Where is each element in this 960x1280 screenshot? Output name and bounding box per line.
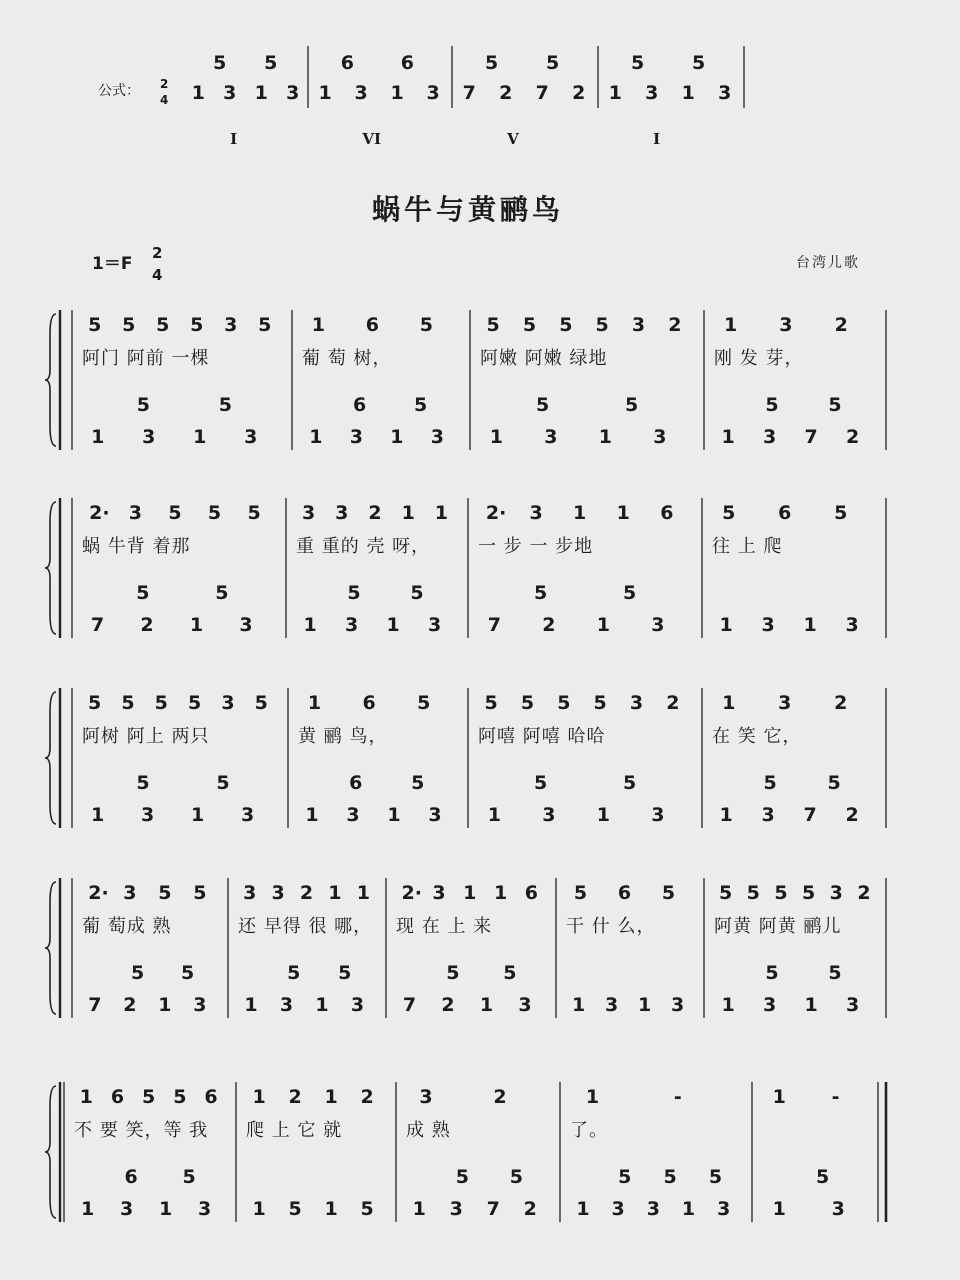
- accompaniment-lower-note: 2: [542, 614, 556, 636]
- accompaniment-lower-note: 1: [804, 994, 818, 1016]
- accompaniment-lower-note: 1: [324, 1198, 338, 1220]
- accompaniment-lower-note: 1: [721, 426, 735, 448]
- accompaniment-lower-note: 3: [845, 994, 860, 1016]
- formula-upper-note: 5: [545, 52, 560, 74]
- accompaniment-upper-note: 5: [625, 394, 639, 416]
- melody-note: 5: [484, 692, 498, 714]
- accompaniment-upper-note: 5: [534, 582, 548, 604]
- accompaniment-upper-note: 5: [181, 962, 195, 984]
- melody-note: 3: [419, 1086, 433, 1108]
- formula-lower-note: 1: [390, 82, 404, 104]
- melody-note: 5: [801, 882, 816, 904]
- melody-note: 3: [301, 502, 316, 524]
- formula-lower-note: 7: [535, 82, 549, 104]
- melody-note: 1: [722, 692, 736, 714]
- accompaniment-upper-note: 5: [182, 1166, 196, 1188]
- lyric-line: 了。: [570, 1120, 608, 1141]
- melody-note: 5: [593, 692, 607, 714]
- melody-note: 5: [88, 692, 102, 714]
- melody-note: 1: [616, 502, 630, 524]
- accompaniment-lower-note: 3: [193, 994, 207, 1016]
- accompaniment-lower-note: 1: [412, 1198, 426, 1220]
- accompaniment-lower-note: 3: [604, 994, 619, 1016]
- melody-note: 5: [156, 314, 170, 336]
- accompaniment-lower-note: 3: [141, 804, 155, 826]
- melody-note: 1: [585, 1086, 600, 1108]
- formula-lower-note: 3: [286, 82, 300, 104]
- accompaniment-lower-note: 3: [350, 994, 365, 1016]
- accompaniment-lower-note: 1: [596, 614, 611, 636]
- accompaniment-lower-note: 7: [88, 994, 102, 1016]
- melody-note: 1: [311, 314, 325, 336]
- melody-note: 3: [123, 882, 137, 904]
- accompaniment-lower-note: 1: [596, 804, 611, 826]
- lyric-line: 蜗 牛背 着那: [82, 536, 191, 557]
- accompaniment-upper-note: 5: [828, 962, 842, 984]
- melody-note: -: [673, 1086, 682, 1108]
- accompaniment-lower-note: 1: [576, 1198, 590, 1220]
- melody-note: 3: [629, 692, 644, 714]
- accompaniment-lower-note: 3: [120, 1198, 134, 1220]
- system-brace: [45, 692, 56, 824]
- accompaniment-upper-note: 5: [455, 1166, 469, 1188]
- accompaniment-lower-note: 3: [427, 614, 442, 636]
- melody-note: 5: [486, 314, 500, 336]
- time-signature-bottom: 4: [152, 266, 163, 284]
- accompaniment-upper-note: 5: [216, 772, 230, 794]
- accompaniment-upper-note: 5: [828, 394, 842, 416]
- accompaniment-lower-note: 7: [487, 614, 502, 636]
- song-title: 蜗牛与黄鹂鸟: [372, 193, 565, 226]
- accompaniment-upper-note: 5: [618, 1166, 632, 1188]
- accompaniment-lower-note: 1: [91, 804, 105, 826]
- melody-note: 5: [154, 692, 168, 714]
- lyric-line: 阿嫩 阿嫩 绿地: [480, 348, 608, 369]
- melody-note: 2: [288, 1086, 302, 1108]
- accompaniment-upper-note: 5: [534, 772, 548, 794]
- formula-upper-note: 6: [400, 52, 415, 74]
- accompaniment-upper-note: 5: [536, 394, 550, 416]
- accompaniment-lower-note: 3: [761, 614, 775, 636]
- melody-note: 6: [617, 882, 632, 904]
- melody-note: 6: [365, 314, 379, 336]
- accompaniment-lower-note: 3: [717, 1198, 731, 1220]
- lyric-line: 刚 发 芽，: [714, 348, 804, 369]
- accompaniment-lower-note: 3: [544, 426, 558, 448]
- system-brace: [45, 502, 56, 634]
- formula-lower-note: 3: [426, 82, 440, 104]
- melody-note: 3: [128, 502, 142, 524]
- accompaniment-lower-note: 2: [523, 1198, 537, 1220]
- system-brace: [45, 314, 56, 446]
- formula-upper-note: 6: [340, 52, 355, 74]
- formula-time-bottom: 4: [160, 93, 169, 107]
- melody-note: 3: [529, 502, 543, 524]
- melody-note: 2·: [401, 882, 422, 904]
- melody-note: 5: [254, 692, 268, 714]
- lyric-line: 葡 萄 树，: [302, 348, 392, 369]
- accompaniment-upper-note: 5: [410, 582, 424, 604]
- accompaniment-lower-note: 3: [344, 614, 359, 636]
- melody-note: 2·: [89, 502, 110, 524]
- melody-note: 1: [328, 882, 342, 904]
- accompaniment-lower-note: 5: [288, 1198, 302, 1220]
- accompaniment-upper-note: 6: [349, 772, 363, 794]
- accompaniment-lower-note: 3: [670, 994, 685, 1016]
- melody-note: 2: [666, 692, 680, 714]
- accompaniment-lower-note: 3: [653, 426, 667, 448]
- accompaniment-lower-note: 1: [598, 426, 613, 448]
- accompaniment-lower-note: 3: [198, 1198, 212, 1220]
- melody-note: 2: [857, 882, 871, 904]
- accompaniment-upper-note: 5: [411, 772, 425, 794]
- accompaniment-upper-note: 6: [124, 1166, 138, 1188]
- melody-note: 1: [324, 1086, 338, 1108]
- melody-note: 3: [221, 692, 235, 714]
- melody-note: 5: [557, 692, 571, 714]
- accompaniment-lower-note: 2: [123, 994, 137, 1016]
- accompaniment-lower-note: 7: [486, 1198, 500, 1220]
- formula-upper-note: 5: [264, 52, 278, 74]
- accompaniment-lower-note: 3: [449, 1198, 463, 1220]
- accompaniment-upper-note: 5: [509, 1166, 523, 1188]
- accompaniment-lower-note: 1: [193, 426, 207, 448]
- melody-note: 2: [668, 314, 682, 336]
- accompaniment-lower-note: 2: [441, 994, 455, 1016]
- accompaniment-upper-note: 6: [352, 394, 367, 416]
- lyric-line: 阿门 阿前 一棵: [82, 348, 210, 369]
- formula-upper-note: 5: [630, 52, 645, 74]
- melody-note: 3: [829, 882, 843, 904]
- melody-note: 5: [258, 314, 272, 336]
- accompaniment-lower-note: 3: [430, 426, 445, 448]
- accompaniment-lower-note: 3: [831, 1198, 845, 1220]
- accompaniment-lower-note: 1: [315, 994, 329, 1016]
- melody-note: 5: [661, 882, 676, 904]
- melody-note: 5: [168, 502, 182, 524]
- accompaniment-lower-note: 7: [402, 994, 417, 1016]
- melody-note: 2: [493, 1086, 507, 1108]
- accompaniment-lower-note: 3: [651, 614, 665, 636]
- accompaniment-lower-note: 7: [90, 614, 105, 636]
- melody-note: 6: [110, 1086, 125, 1108]
- accompaniment-upper-note: 5: [765, 394, 779, 416]
- accompaniment-lower-note: 3: [762, 426, 777, 448]
- formula-lower-note: 2: [572, 82, 586, 104]
- lyric-line: 黄 鹂 鸟，: [298, 726, 388, 747]
- accompaniment-lower-note: 3: [142, 426, 156, 448]
- accompaniment-upper-note: 5: [338, 962, 352, 984]
- accompaniment-lower-note: 1: [81, 1198, 95, 1220]
- accompaniment-lower-note: 1: [91, 426, 105, 448]
- formula-lower-note: 2: [499, 82, 513, 104]
- accompaniment-upper-note: 5: [131, 962, 145, 984]
- accompaniment-lower-note: 1: [719, 804, 733, 826]
- formula-lower-note: 3: [354, 82, 368, 104]
- lyric-line: 在 笑 它，: [712, 726, 802, 747]
- accompaniment-lower-note: 1: [387, 804, 401, 826]
- melody-note: 5: [774, 882, 788, 904]
- melody-note: 2: [834, 314, 848, 336]
- accompaniment-lower-note: 1: [487, 804, 502, 826]
- lyric-line: 不 要 笑，等 我: [74, 1120, 209, 1141]
- chord-numeral: VI: [362, 130, 382, 148]
- melody-note: 2: [834, 692, 848, 714]
- chord-numeral: V: [507, 130, 519, 148]
- melody-note: 3: [778, 692, 792, 714]
- melody-note: 1: [463, 882, 477, 904]
- lyric-line: 重 重的 壳 呀，: [296, 536, 431, 557]
- melody-note: 5: [522, 314, 537, 336]
- melody-note: 2: [299, 882, 314, 904]
- accompaniment-lower-note: 1: [772, 1198, 786, 1220]
- lyric-line: 阿黄 阿黄 鹂儿: [714, 916, 842, 937]
- accompaniment-upper-note: 5: [218, 394, 232, 416]
- melody-note: 1: [307, 692, 322, 714]
- accompaniment-upper-note: 5: [136, 394, 150, 416]
- accompaniment-lower-note: 1: [158, 994, 172, 1016]
- melody-note: 6: [204, 1086, 218, 1108]
- accompaniment-lower-note: 3: [244, 426, 258, 448]
- melody-note: 3: [224, 314, 238, 336]
- melody-note: 5: [173, 1086, 187, 1108]
- accompaniment-lower-note: 1: [159, 1198, 173, 1220]
- melody-note: 5: [193, 882, 207, 904]
- melody-note: 5: [190, 314, 204, 336]
- melody-note: 5: [520, 692, 535, 714]
- melody-note: 2·: [88, 882, 109, 904]
- accompaniment-upper-note: 5: [623, 772, 637, 794]
- melody-note: 5: [718, 882, 733, 904]
- melody-note: 6: [778, 502, 792, 524]
- formula-upper-note: 5: [691, 52, 706, 74]
- song-source: 台湾儿歌: [796, 255, 860, 271]
- accompaniment-lower-note: 3: [428, 804, 442, 826]
- formula-lower-note: 1: [191, 82, 205, 104]
- lyric-line: 成 熟: [406, 1120, 451, 1141]
- accompaniment-upper-note: 5: [765, 962, 779, 984]
- key-signature: 1＝F: [92, 254, 133, 274]
- melody-note: -: [831, 1086, 840, 1108]
- accompaniment-lower-note: 3: [611, 1198, 625, 1220]
- melody-note: 6: [660, 502, 674, 524]
- melody-note: 5: [573, 882, 588, 904]
- accompaniment-lower-note: 1: [189, 614, 204, 636]
- accompaniment-upper-note: 5: [413, 394, 428, 416]
- chord-numeral: I: [230, 130, 238, 148]
- accompaniment-lower-note: 7: [803, 804, 817, 826]
- lyric-line: 一 步 一 步地: [478, 536, 594, 557]
- accompaniment-lower-note: 1: [681, 1198, 696, 1220]
- formula-lower-note: 3: [645, 82, 659, 104]
- accompaniment-upper-note: 5: [347, 582, 361, 604]
- melody-note: 5: [834, 502, 848, 524]
- melody-note: 5: [417, 692, 431, 714]
- accompaniment-upper-note: 5: [708, 1166, 723, 1188]
- accompaniment-lower-note: 2: [845, 804, 859, 826]
- accompaniment-lower-note: 1: [309, 426, 323, 448]
- lyric-line: 阿树 阿上 两只: [82, 726, 210, 747]
- accompaniment-lower-note: 3: [349, 426, 364, 448]
- accompaniment-lower-note: 2: [845, 426, 860, 448]
- accompaniment-lower-note: 3: [518, 994, 532, 1016]
- accompaniment-lower-note: 3: [239, 614, 253, 636]
- lyric-line: 爬 上 它 就: [246, 1120, 343, 1141]
- accompaniment-lower-note: 1: [252, 1198, 266, 1220]
- melody-note: 1: [252, 1086, 266, 1108]
- melody-note: 1: [573, 502, 587, 524]
- accompaniment-lower-note: 3: [241, 804, 255, 826]
- formula-upper-note: 5: [213, 52, 227, 74]
- accompaniment-lower-note: 1: [305, 804, 319, 826]
- melody-note: 1: [401, 502, 415, 524]
- melody-note: 1: [493, 882, 508, 904]
- melody-note: 1: [79, 1086, 93, 1108]
- accompaniment-lower-note: 3: [542, 804, 556, 826]
- accompaniment-lower-note: 3: [845, 614, 859, 636]
- melody-note: 1: [434, 502, 448, 524]
- accompaniment-lower-note: 1: [479, 994, 494, 1016]
- melody-note: 6: [362, 692, 376, 714]
- melody-note: 5: [158, 882, 172, 904]
- accompaniment-lower-note: 3: [346, 804, 360, 826]
- accompaniment-upper-note: 5: [503, 962, 517, 984]
- accompaniment-upper-note: 5: [446, 962, 460, 984]
- accompaniment-lower-note: 3: [279, 994, 294, 1016]
- melody-note: 5: [88, 314, 102, 336]
- accompaniment-lower-note: 2: [140, 614, 154, 636]
- melody-note: 2: [368, 502, 382, 524]
- lyric-line: 葡 萄成 熟: [82, 916, 172, 937]
- melody-note: 1: [772, 1086, 786, 1108]
- melody-note: 5: [142, 1086, 156, 1108]
- accompaniment-lower-note: 1: [637, 994, 652, 1016]
- lyric-line: 现 在 上 来: [396, 916, 493, 937]
- formula-lower-note: 3: [223, 82, 237, 104]
- melody-note: 5: [247, 502, 261, 524]
- accompaniment-upper-note: 5: [287, 962, 301, 984]
- accompaniment-upper-note: 5: [623, 582, 637, 604]
- system-brace: [45, 882, 56, 1014]
- melody-note: 5: [121, 692, 135, 714]
- melody-note: 3: [335, 502, 349, 524]
- chord-numeral: I: [653, 130, 661, 148]
- accompaniment-upper-note: 5: [763, 772, 777, 794]
- accompaniment-lower-note: 1: [303, 614, 317, 636]
- melody-note: 2: [360, 1086, 374, 1108]
- accompaniment-lower-note: 5: [360, 1198, 374, 1220]
- accompaniment-lower-note: 1: [244, 994, 258, 1016]
- accompaniment-lower-note: 1: [803, 614, 817, 636]
- melody-note: 5: [122, 314, 136, 336]
- melody-note: 5: [419, 314, 433, 336]
- accompaniment-lower-note: 3: [646, 1198, 660, 1220]
- melody-note: 1: [723, 314, 738, 336]
- formula-lower-note: 1: [254, 82, 268, 104]
- accompaniment-lower-note: 1: [489, 426, 504, 448]
- formula-lower-note: 1: [318, 82, 332, 104]
- accompaniment-lower-note: 3: [762, 994, 777, 1016]
- melody-note: 1: [356, 882, 370, 904]
- accompaniment-upper-note: 5: [215, 582, 229, 604]
- melody-note: 5: [207, 502, 222, 524]
- lyric-line: 阿嘻 阿嘻 哈哈: [478, 726, 606, 747]
- melody-note: 3: [432, 882, 446, 904]
- accompaniment-lower-note: 3: [651, 804, 665, 826]
- accompaniment-lower-note: 1: [721, 994, 735, 1016]
- accompaniment-lower-note: 1: [719, 614, 733, 636]
- formula-lower-note: 3: [718, 82, 732, 104]
- accompaniment-lower-note: 3: [761, 804, 775, 826]
- formula-time-top: 2: [160, 77, 169, 91]
- accompaniment-lower-note: 1: [191, 804, 205, 826]
- formula-lower-note: 1: [681, 82, 695, 104]
- system-brace: [45, 1086, 56, 1218]
- accompaniment-upper-note: 5: [827, 772, 841, 794]
- accompaniment-lower-note: 1: [390, 426, 404, 448]
- accompaniment-lower-note: 7: [804, 426, 818, 448]
- melody-note: 3: [779, 314, 793, 336]
- melody-note: 3: [271, 882, 285, 904]
- formula-lower-note: 7: [462, 82, 476, 104]
- accompaniment-lower-note: 1: [386, 614, 400, 636]
- accompaniment-upper-note: 5: [136, 772, 150, 794]
- melody-note: 3: [243, 882, 257, 904]
- lyric-line: 干 什 么，: [566, 916, 656, 937]
- melody-note: 5: [746, 882, 760, 904]
- melody-note: 6: [524, 882, 538, 904]
- melody-note: 5: [722, 502, 736, 524]
- time-signature-top: 2: [152, 244, 163, 262]
- formula-lower-note: 1: [608, 82, 622, 104]
- melody-note: 5: [595, 314, 609, 336]
- lyric-line: 还 早得 很 哪，: [238, 916, 373, 937]
- melody-note: 3: [631, 314, 646, 336]
- melody-note: 2·: [485, 502, 507, 524]
- formula-label: 公式：: [98, 83, 140, 99]
- melody-note: 5: [559, 314, 573, 336]
- melody-note: 5: [188, 692, 202, 714]
- accompaniment-lower-note: 1: [571, 994, 586, 1016]
- accompaniment-upper-note: 5: [136, 582, 150, 604]
- lyric-line: 往 上 爬: [712, 536, 783, 557]
- accompaniment-upper-note: 5: [816, 1166, 830, 1188]
- formula-upper-note: 5: [484, 52, 499, 74]
- accompaniment-upper-note: 5: [663, 1166, 677, 1188]
